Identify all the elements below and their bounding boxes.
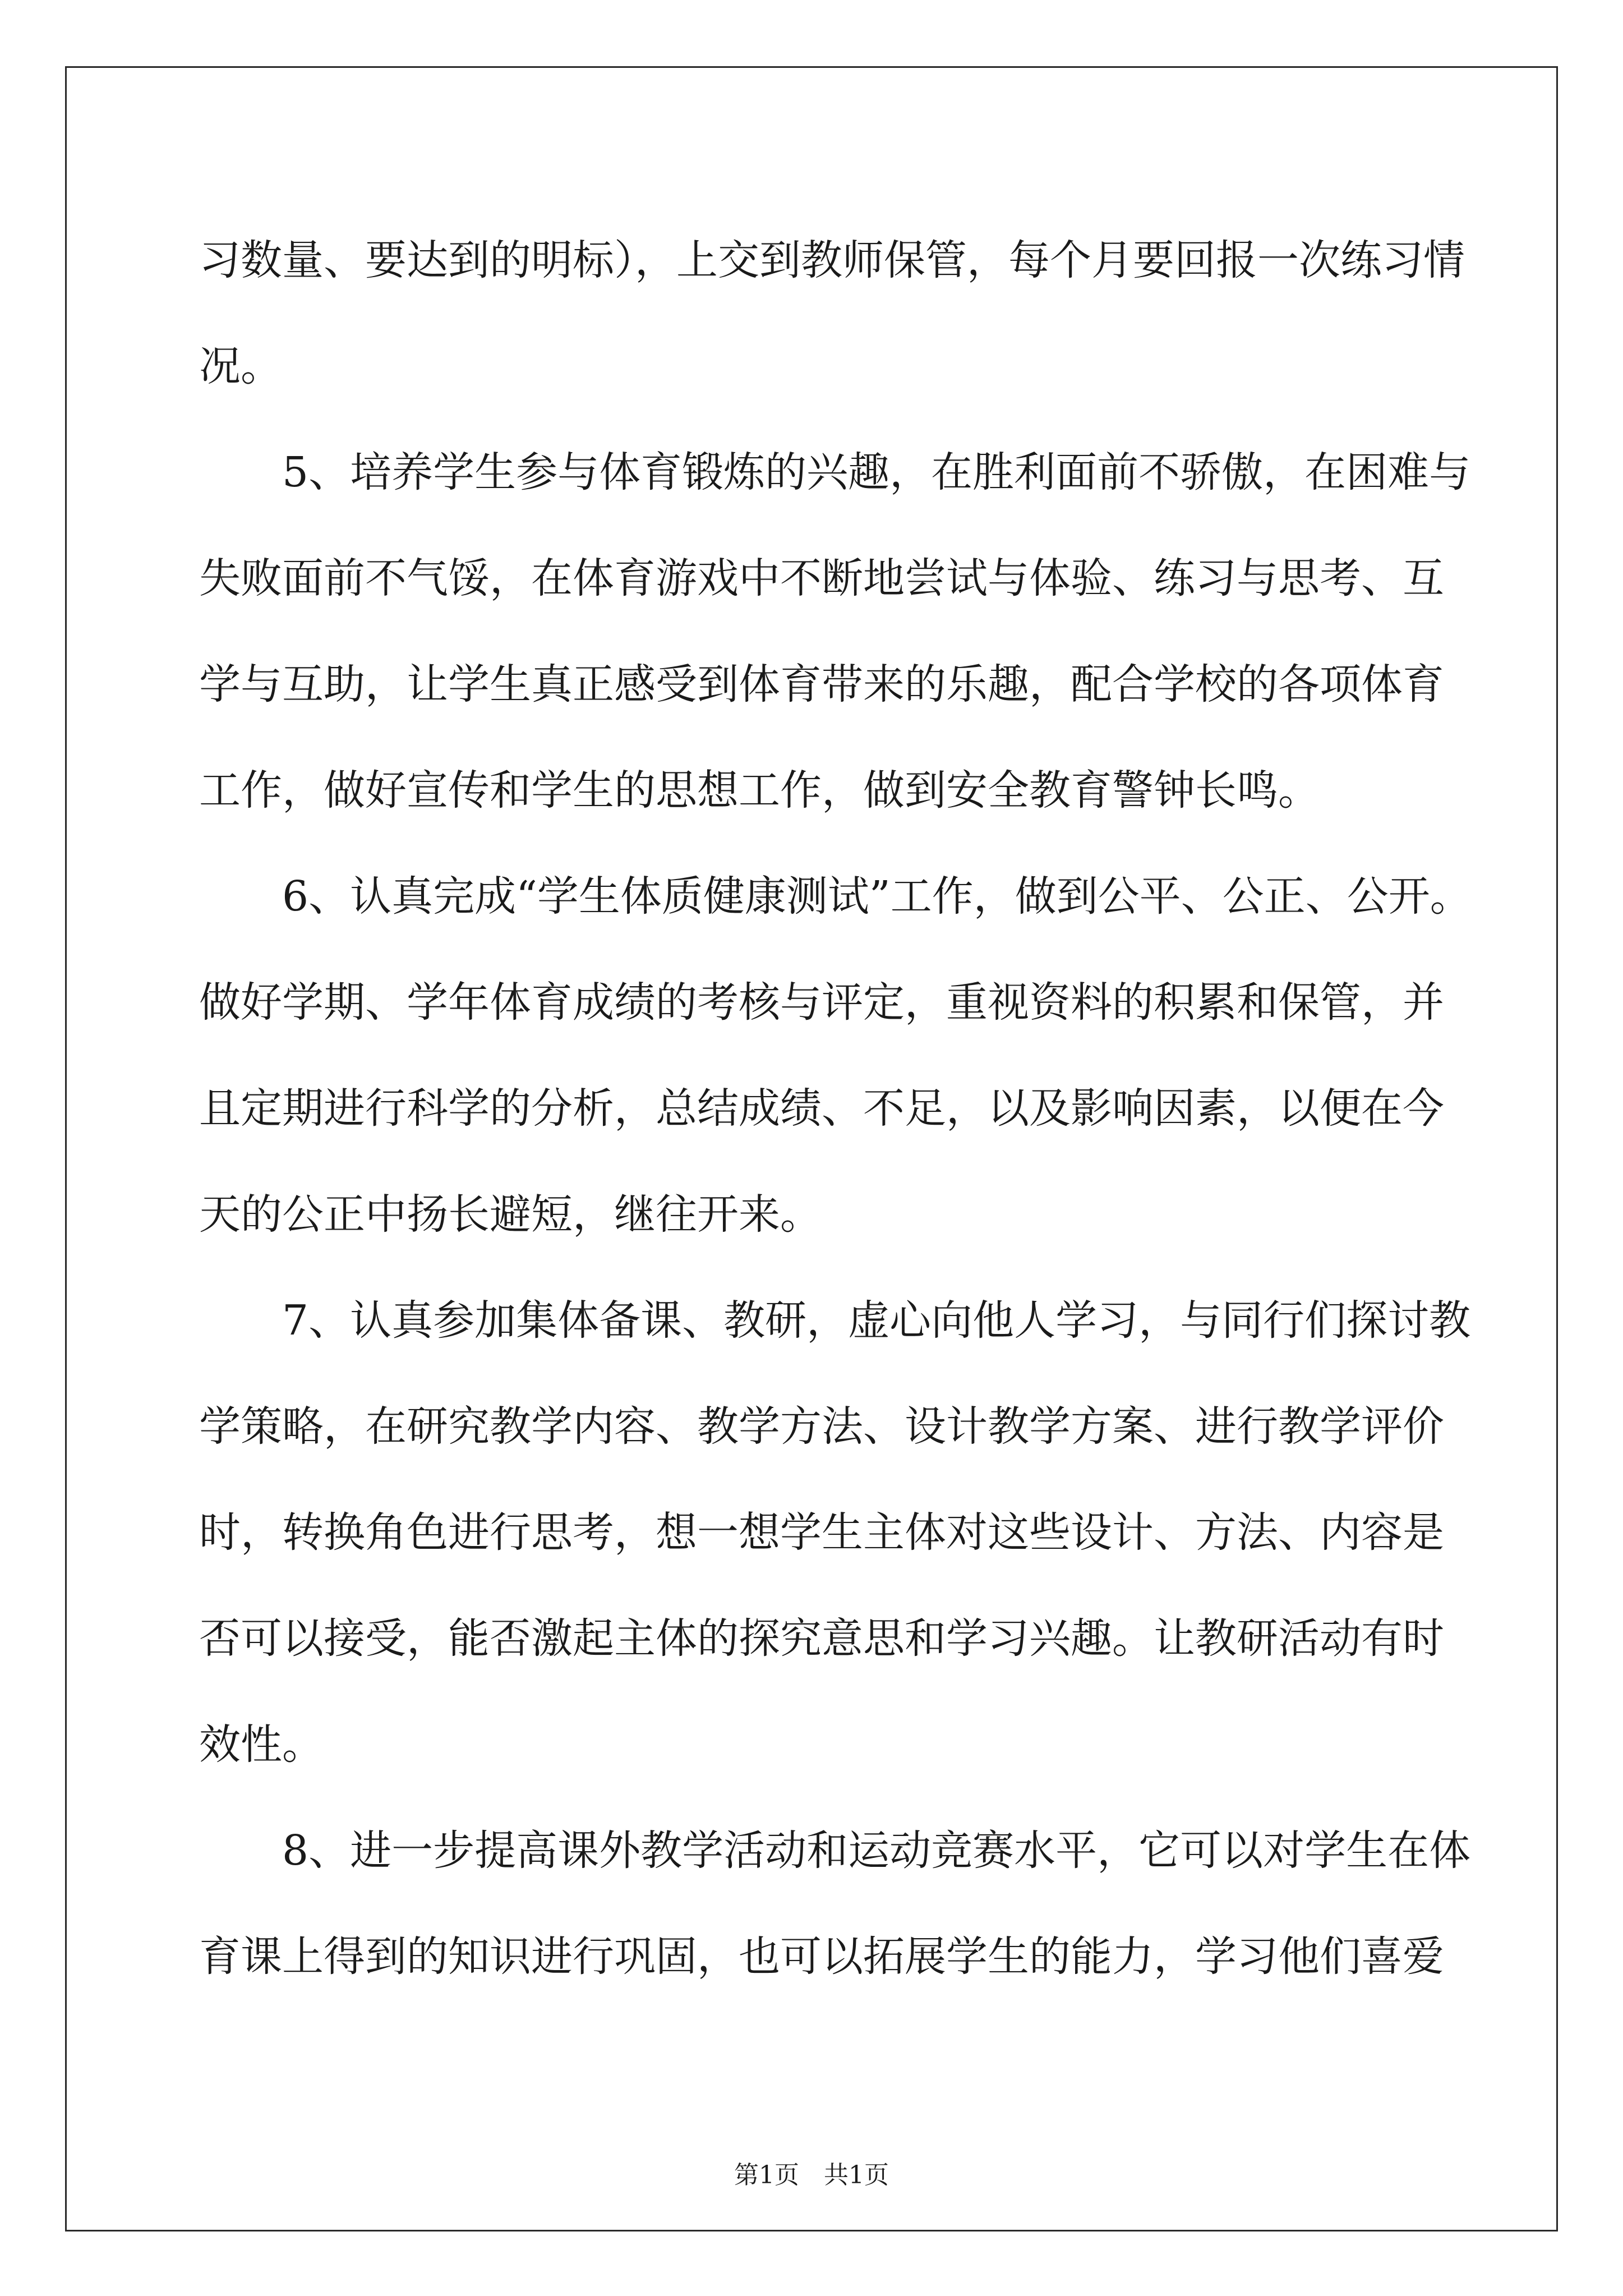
text-line: 习数量、要达到的明标），上交到教师保管，每个月要回报一次练习情 <box>199 236 1465 284</box>
text-line: 否可以接受，能否激起主体的探究意思和学习兴趣。让教研活动有时 <box>199 1614 1444 1663</box>
document-body <box>199 208 1472 2010</box>
text-line: 育课上得到的知识进行巩固，也可以拓展学生的能力，学习他们喜爱 <box>199 1932 1444 1981</box>
text-line: 做好学期、学年体育成绩的考核与评定，重视资料的积累和保管，并 <box>199 978 1444 1027</box>
text-line: 效性。 <box>199 1720 324 1769</box>
text-line: 7、认真参加集体备课、教研，虚心向他人学习，与同行们探讨教 <box>282 1296 1471 1345</box>
text-line: 工作，做好宣传和学生的思想工作，做到安全教育警钟长鸣。 <box>199 766 1320 815</box>
text-line: 况。 <box>199 342 282 390</box>
text-line: 且定期进行科学的分析，总结成绩、不足，以及影响因素，以便在今 <box>199 1084 1444 1133</box>
text-line: 学与互助，让学生真正感受到体育带来的乐趣，配合学校的各项体育 <box>199 660 1444 708</box>
text-line: 5、培养学生参与体育锻炼的兴趣，在胜利面前不骄傲，在困难与 <box>282 448 1471 496</box>
text-line: 学策略，在研究教学内容、教学方法、设计教学方案、进行教学评价 <box>199 1402 1444 1451</box>
text-line: 时，转换角色进行思考，想一想学生主体对这些设计、方法、内容是 <box>199 1508 1444 1557</box>
text-line: 8、进一步提高课外教学活动和运动竞赛水平，它可以对学生在体 <box>282 1826 1471 1875</box>
page-number-footer: 第1页 共1页 <box>734 2161 889 2189</box>
text-line: 失败面前不气馁，在体育游戏中不断地尝试与体验、练习与思考、互 <box>199 554 1444 602</box>
text-line: 6、认真完成“学生体质健康测试”工作，做到公平、公正、公开。 <box>282 872 1472 921</box>
text-line: 天的公正中扬长避短，继往开来。 <box>199 1190 822 1239</box>
